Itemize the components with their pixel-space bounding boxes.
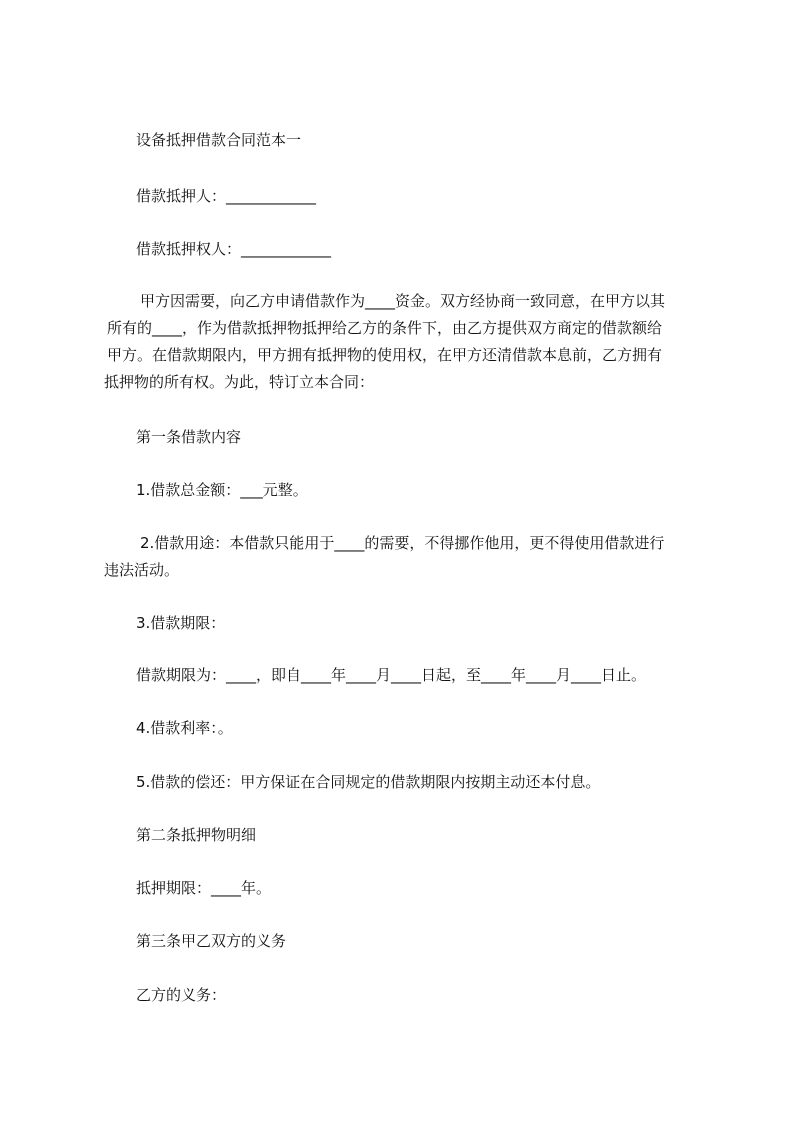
article-3-title: 第三条甲乙双方的义务 [136, 932, 287, 950]
document-title: 设备抵押借款合同范本一 [136, 131, 302, 149]
item-2-purpose-line-1: 2.借款用途：本借款只能用于____的需要，不得挪作他用，更不得使用借款进行 [140, 534, 665, 552]
term-detail-line: 借款期限为：____，即自____年____月____日起，至____年____月____日止。 [136, 666, 647, 684]
lender-mortgagee-line: 借款抵押权人：____________ [136, 240, 332, 258]
preamble-line-4: 抵押物的所有权。为此，特订立本合同： [104, 373, 375, 391]
party-b-duties-heading: 乙方的义务： [136, 986, 227, 1004]
article-1-title: 第一条借款内容 [136, 428, 242, 446]
preamble-line-2: 所有的____，作为借款抵押物抵押给乙方的条件下，由乙方提供双方商定的借款额给 [107, 319, 663, 337]
item-2-purpose-line-2: 违法活动。 [104, 561, 180, 579]
mortgage-term-line: 抵押期限：____年。 [136, 879, 272, 897]
item-5-repayment: 5.借款的偿还：甲方保证在合同规定的借款期限内按期主动还本付息。 [136, 773, 601, 791]
article-2-title: 第二条抵押物明细 [136, 826, 257, 844]
preamble-line-3: 甲方。在借款期限内，甲方拥有抵押物的使用权，在甲方还清借款本息前，乙方拥有 [107, 346, 663, 364]
item-3-term-heading: 3.借款期限： [136, 614, 226, 632]
item-1-total-amount: 1.借款总金额：___元整。 [136, 481, 308, 499]
borrower-mortgagor-line: 借款抵押人：____________ [136, 187, 317, 205]
item-4-interest-rate: 4.借款利率：。 [136, 719, 233, 737]
preamble-line-1: 甲方因需要，向乙方申请借款作为____资金。双方经协商一致同意，在甲方以其 [140, 292, 666, 310]
